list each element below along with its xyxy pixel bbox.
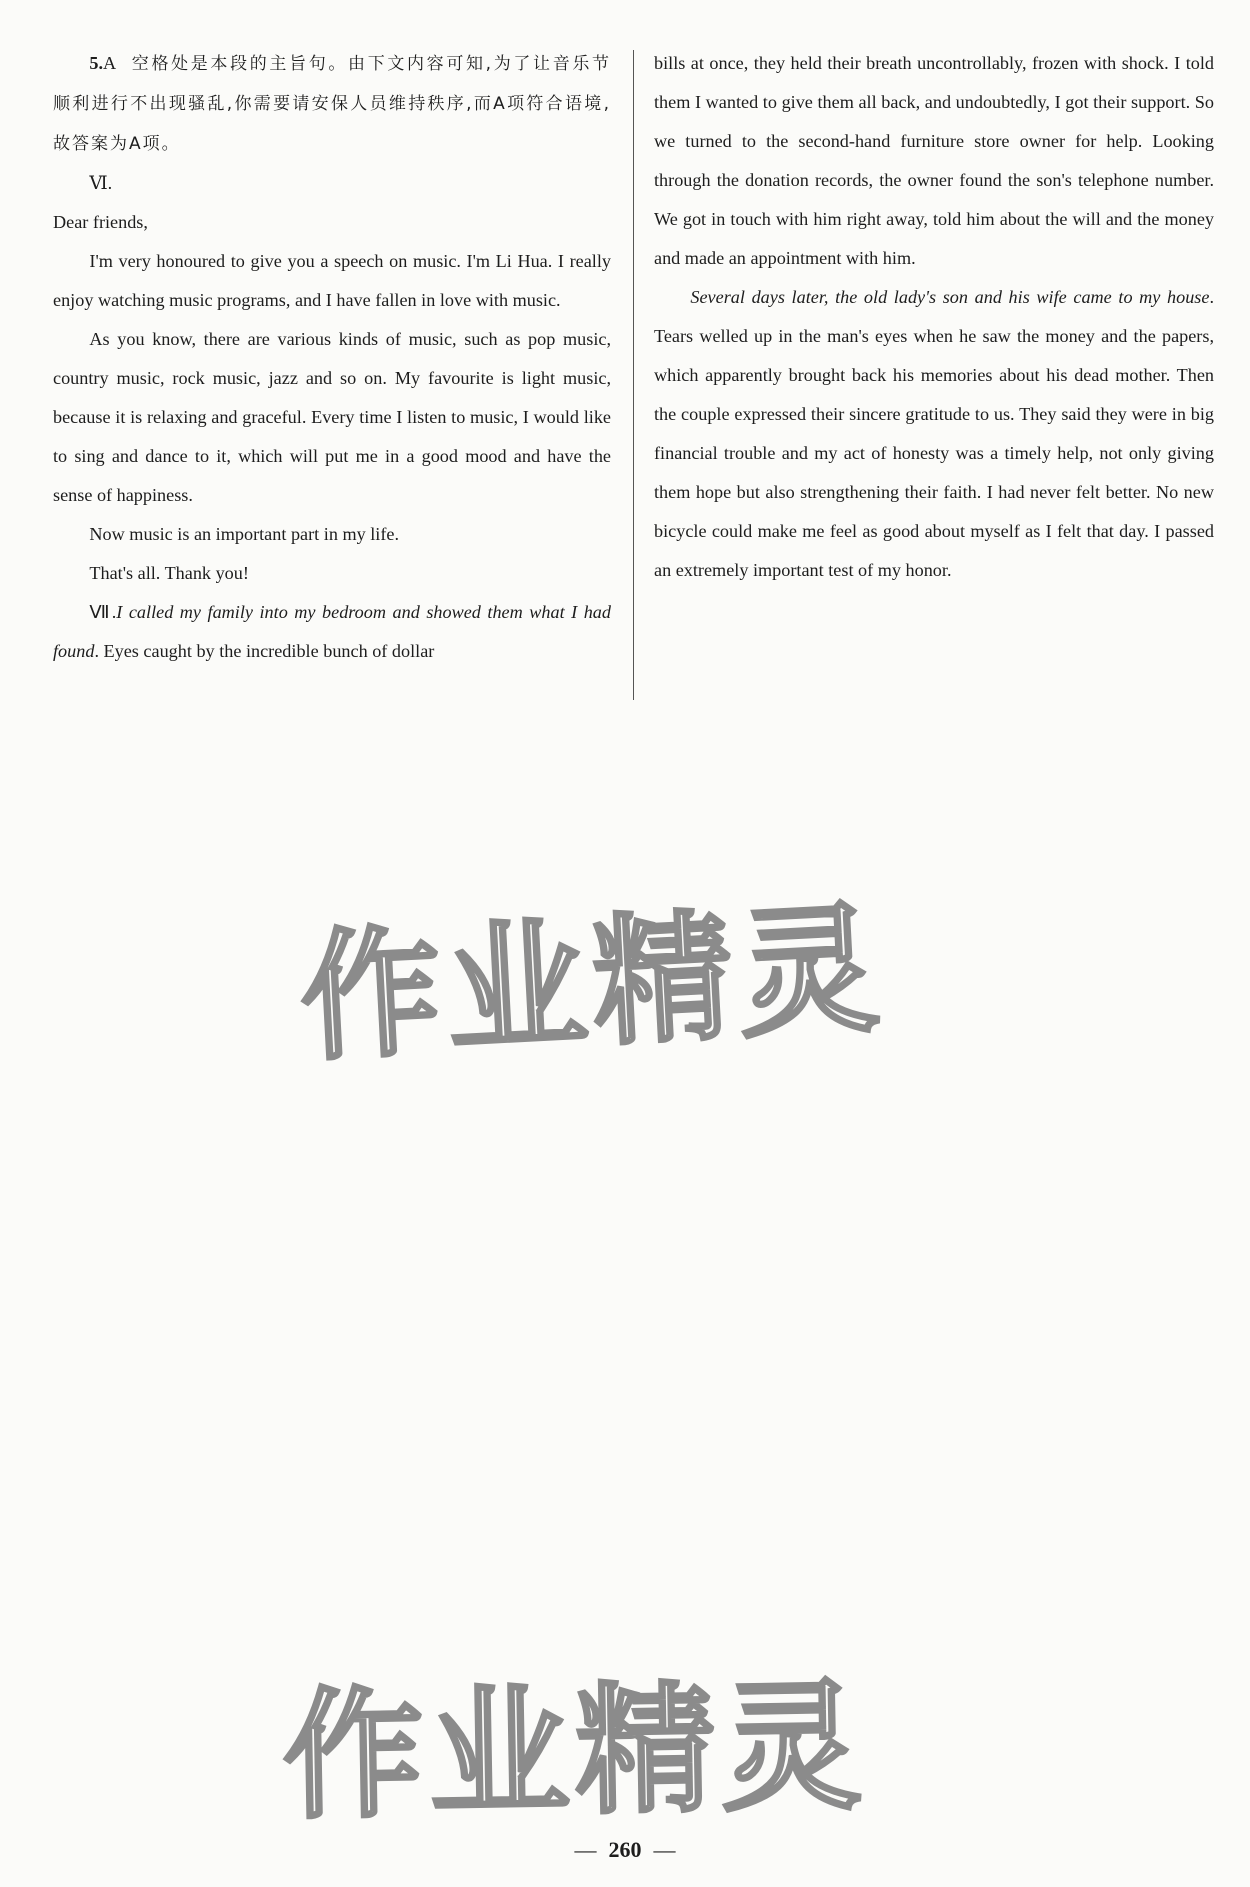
section-7-label: Ⅶ. — [89, 602, 117, 622]
page-number-dash-right: — — [653, 1837, 676, 1862]
speech-closing: That's all. Thank you! — [89, 563, 249, 583]
story-continuation: bills at once, they held their breath uncontrollably, frozen with shock. I told them I wanted to give them all back, and undoubtedly, I got their support. So we turned to the second-hand furniture store owner for help. Looking through the donation records, the owner found the son's telephone number. We got in touch with him right away, told him about the will and the money and made an appointment with him. — [654, 53, 1214, 268]
left-column — [53, 44, 611, 671]
section-6-label: Ⅵ. — [89, 173, 113, 193]
story-paragraph-2 — [654, 278, 1214, 590]
page-number-value: 260 — [608, 1837, 642, 1862]
answer-explanation: 空格处是本段的主旨句。由下文内容可知,为了让音乐节顺利进行不出现骚乱,你需要请安保人员维持秩序,而A项符合语境,故答案为A项。 — [53, 54, 612, 154]
speech-paragraph-1: I'm very honoured to give you a speech on music. I'm Li Hua. I really enjoy watching music programs, and I have fallen in love with music. — [53, 251, 611, 310]
section-7-given-sentence: I called my family into my bedroom and showed them what I had found — [53, 602, 611, 661]
story-paragraph-2-text: . Tears welled up in the man's eyes when he saw the money and the papers, which apparently brought back his memories about his dead mother. Then the couple expressed their sincere gratitude to us. They said they were in big financial trouble and my act of honesty was a timely help, not only giving them hope but also strengthening their faith. I had never felt better. No new bicycle could make me feel as good about myself as I felt that day. I passed an extremely important test of my honor. — [654, 287, 1214, 580]
speech-paragraph-3: Now music is an important part in my life. — [89, 524, 400, 544]
watermark-bottom: 作业精灵 — [281, 1665, 869, 1840]
letter-greeting: Dear friends, — [53, 212, 148, 232]
q5-answer-block — [53, 44, 611, 164]
speech-paragraph-2: As you know, there are various kinds of music, such as pop music, country music, rock music, jazz and so on. My favourite is light music, because it is relaxing and graceful. Every time I listen to music, I would like to sing and dance to it, which will put me in a good mood and have the sense of happiness. — [53, 329, 611, 505]
section-7-paragraph — [53, 593, 611, 671]
watermark-top: 作业精灵 — [296, 887, 889, 1082]
section-7-text: . Eyes caught by the incredible bunch of dollar — [94, 641, 435, 661]
story-given-sentence: Several days later, the old lady's son and his wife came to my house — [690, 287, 1210, 307]
question-number: 5. — [89, 53, 104, 73]
column-divider — [633, 50, 634, 700]
page-number — [0, 1837, 1250, 1863]
page-number-dash-left: — — [574, 1837, 597, 1862]
right-column — [654, 44, 1214, 590]
question-answer: A — [103, 53, 117, 73]
